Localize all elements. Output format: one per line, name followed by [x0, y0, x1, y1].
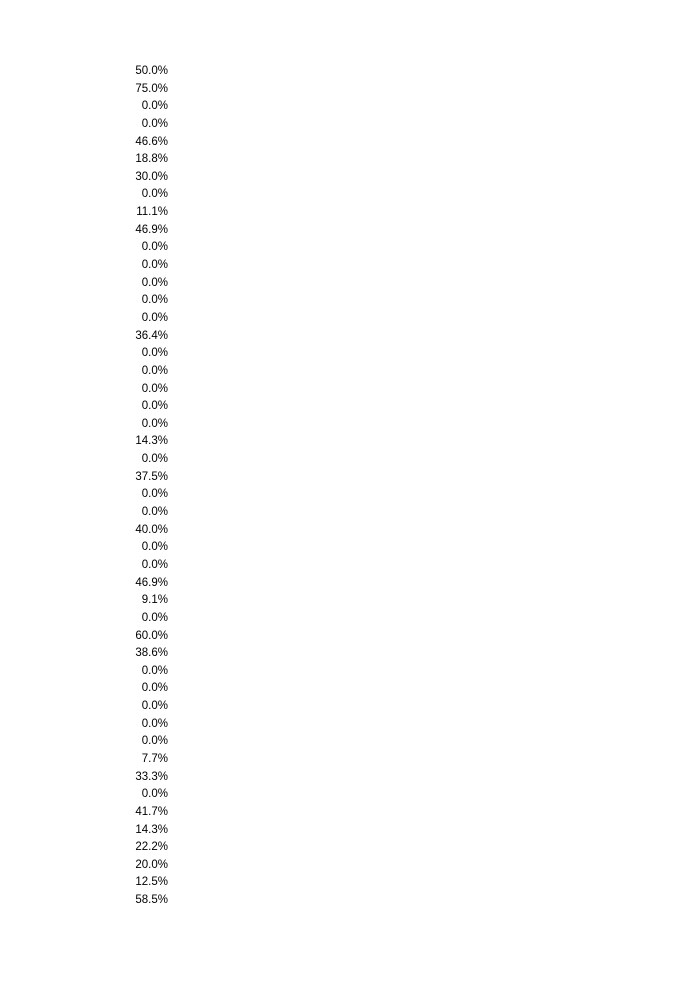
- percentage-cell: 40.0%: [135, 523, 168, 536]
- percentage-cell: 0.0%: [141, 364, 168, 377]
- percentage-cell: 0.0%: [141, 241, 168, 254]
- percentage-cell: 0.0%: [141, 259, 168, 272]
- percentage-cell: 33.3%: [135, 770, 168, 783]
- percentage-cell: 37.5%: [135, 470, 168, 483]
- percentage-cell: 0.0%: [141, 558, 168, 571]
- percentage-cell: 38.6%: [135, 647, 168, 660]
- percentage-cell: 0.0%: [141, 382, 168, 395]
- percentage-cell: 14.3%: [135, 823, 168, 836]
- percentage-cell: 0.0%: [141, 400, 168, 413]
- percentage-cell: 12.5%: [135, 876, 168, 889]
- percentage-cell: 20.0%: [135, 858, 168, 871]
- percentage-cell: 46.6%: [135, 135, 168, 148]
- percentage-cell: 46.9%: [135, 223, 168, 236]
- percentage-cell: 0.0%: [141, 717, 168, 730]
- percentage-cell: 0.0%: [141, 506, 168, 519]
- percentage-cell: 58.5%: [135, 894, 168, 907]
- percentage-cell: 36.4%: [135, 329, 168, 342]
- percentage-cell: 0.0%: [141, 276, 168, 289]
- percentage-cell: 9.1%: [141, 594, 168, 607]
- percentage-cell: 41.7%: [135, 805, 168, 818]
- percentage-cell: 14.3%: [135, 435, 168, 448]
- percentage-cell: 0.0%: [141, 788, 168, 801]
- percentage-column: [108, 63, 168, 910]
- percentage-cell: 50.0%: [135, 65, 168, 77]
- percentage-cell: 0.0%: [141, 453, 168, 466]
- percentage-cell: 30.0%: [135, 170, 168, 183]
- percentage-cell: 0.0%: [141, 347, 168, 360]
- percentage-cell: 0.0%: [141, 488, 168, 501]
- percentage-cell: 0.0%: [141, 311, 168, 324]
- percentage-cell: 0.0%: [141, 188, 168, 201]
- percentage-cell: 0.0%: [141, 611, 168, 624]
- percentage-cell: 46.9%: [135, 576, 168, 589]
- percentage-cell: 7.7%: [141, 752, 168, 765]
- percentage-cell: 22.2%: [135, 841, 168, 854]
- percentage-cell: 75.0%: [135, 82, 168, 95]
- percentage-cell: 0.0%: [141, 100, 168, 113]
- percentage-cell: 0.0%: [141, 417, 168, 430]
- percentage-cell: 0.0%: [141, 682, 168, 695]
- percentage-cell: 0.0%: [141, 664, 168, 677]
- percentage-cell: 60.0%: [135, 629, 168, 642]
- percentage-cell: 0.0%: [141, 735, 168, 748]
- percentage-cell: 0.0%: [141, 294, 168, 307]
- percentage-cell: 18.8%: [135, 153, 168, 166]
- percentage-cell: 0.0%: [141, 541, 168, 554]
- percentage-cell: 11.1%: [136, 206, 168, 219]
- percentage-cell: 0.0%: [141, 117, 168, 130]
- percentage-cell: 0.0%: [141, 700, 168, 713]
